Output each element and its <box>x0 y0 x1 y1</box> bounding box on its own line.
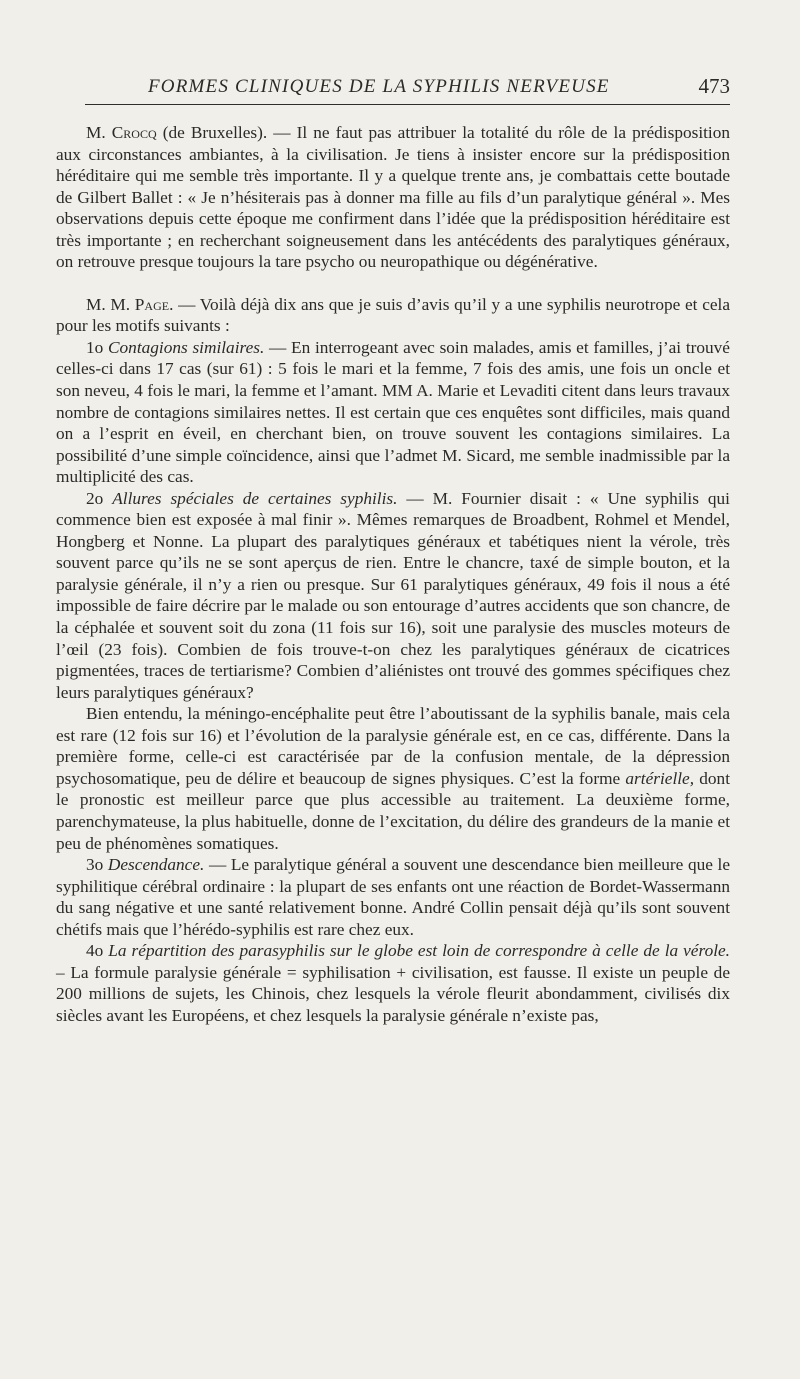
paragraph-text: – La formule paralysie générale = syphilisation + civilisation, est fausse. Il existe un peuple de 200 millions de sujets, les Chinois, chez lesquels la vérole fleurit abondamment, civilisés dix siècles avant les Européens, et chez lesquels la paralysie générale n’existe pas, <box>56 962 730 1025</box>
paragraph-text: Bien entendu, la méningo-encéphalite peut être l’aboutissant de la syphilis banale, mais cela est rare (12 fois sur 16) et l’évolution de la paralysie générale est, en ce cas, différente. Dans la première forme, celle-ci est caractérisée par de la confusion mentale, de la dépression psychosomatique, peu de délire et beaucoup de signes physiques. C’est la forme <box>56 704 730 788</box>
speaker-name: M. Crocq <box>86 123 157 142</box>
section-number: 3o <box>86 855 108 875</box>
body-text <box>56 122 730 1026</box>
section-title: Allures spéciales de certaines syphilis. <box>112 488 398 508</box>
paragraph-crocq <box>56 122 730 273</box>
paragraph-meningo <box>56 703 730 854</box>
paragraph-text: — Voilà déjà dix ans que je suis d’avis qu’il y a une syphilis neurotrope et cela pour les motifs suivants : <box>56 294 731 336</box>
paragraph-text: dont le pronostic est meilleur parce que plus accessible au traitement. La deuxième forme, parenchymateuse, la plus habituelle, donne de l’excitation, du délire des grandeurs de la manie et peu de phénomènes somatiques. <box>56 768 730 853</box>
section-title: Descendance. <box>107 855 205 875</box>
section-number: 2o <box>86 488 113 508</box>
section-number: 1o <box>86 337 109 357</box>
paragraph-text: — M. Fournier disait : « Une syphilis qui commence bien est exposée à mal finir ». Mêmes remarques de Broadbent, Rohmel et Mendel, Hongberg et Nonne. La plupart des paralytiques généraux et tabétiques nient la vérole, très souvent parce qu’ils ne se sont aperçus de rien. Entre le chancre, taxé de simple bouton, et la paralysie générale, il n’y a rien ou presque. Sur 61 paralytiques généraux, 49 fois il nous a été impossible de faire décrire par le malade ou son entourage d’autres accidents que son chancre, de la céphalée et souvent soit du zona (11 fois sur 16), soit une paralysie des muscles moteurs de l’œil (23 fois). Combien de fois trouve-t-on chez les paralytiques généraux de cicatrices pigmentées, traces de tertiarisme? Combien d’aliénistes ont trouvé des gommes spécifiques chez leurs paralytiques généraux? <box>56 488 730 702</box>
emphasis-term: artérielle, <box>625 768 695 788</box>
running-title: FORMES CLINIQUES DE LA SYPHILIS NERVEUSE <box>148 76 610 97</box>
section-number: 4o <box>86 941 109 961</box>
paragraph-text: — Le paralytique général a souvent une descendance bien meilleure que le syphilitique cérébral ordinaire : la plupart de ses enfants ont une réaction de Bordet-Wassermann du sang négative et une santé relativement bonne. André Collin pensait déjà qu’ils sont souvent chétifs mais que l’hérédo-syphilis est rare chez eux. <box>56 855 730 939</box>
section-title: Contagions similaires. <box>108 337 265 357</box>
speaker-name: M. M. Page. <box>86 294 174 314</box>
paragraph-allures <box>56 488 730 703</box>
paragraph-text: — En interrogeant avec soin malades, amis et familles, j’ai trouvé celles-ci dans 17 cas (sur 61) : 5 fois le mari et la femme, 7 fois des amis, une fois un oncle et son neveu, 4 fois le mari, la femme et l’amant. MM A. Marie et Levaditi citent dans leurs travaux nombre de contagions similaires nettes. Il est certain que ces enquêtes sont difficiles, mais quand on a l’esprit en éveil, en cherchant bien, on trouve souvent les contagions similaires. La possibilité d’une simple coïncidence, ainsi que l’admet M. Sicard, me semble inadmissible par la multiplicité des cas. <box>56 337 730 487</box>
paragraph-page <box>56 294 730 337</box>
page-number: 473 <box>698 74 730 98</box>
paragraph-contagions <box>56 337 730 488</box>
running-head <box>60 66 730 98</box>
section-title: La répartition des parasyphilis sur le globe est loin de correspondre à celle de la vérole. <box>108 941 730 961</box>
paragraph-descendance <box>56 854 730 940</box>
paragraph-repartition <box>56 940 730 1026</box>
header-rule <box>85 104 730 105</box>
paragraph-text: (de Bruxelles). — Il ne faut pas attribuer la totalité du rôle de la prédisposition aux circonstances ambiantes, à la civilisation. Je tiens à insister encore sur la prédisposition héréditaire qui me semble très importante. Il y a quelque trente ans, je combattais cette boutade de Gilbert Ballet : « Je n’hésiterais pas à donner ma fille au fils d’un paralytique général ». Mes observations depuis cette époque me confirment dans l’idée que la prédisposition héréditaire est très importante ; en recherchant soigneusement dans les antécédents des paralytiques généraux, on retrouve presque toujours la tare psycho ou neuropathique ou dégénérative. <box>56 123 731 272</box>
